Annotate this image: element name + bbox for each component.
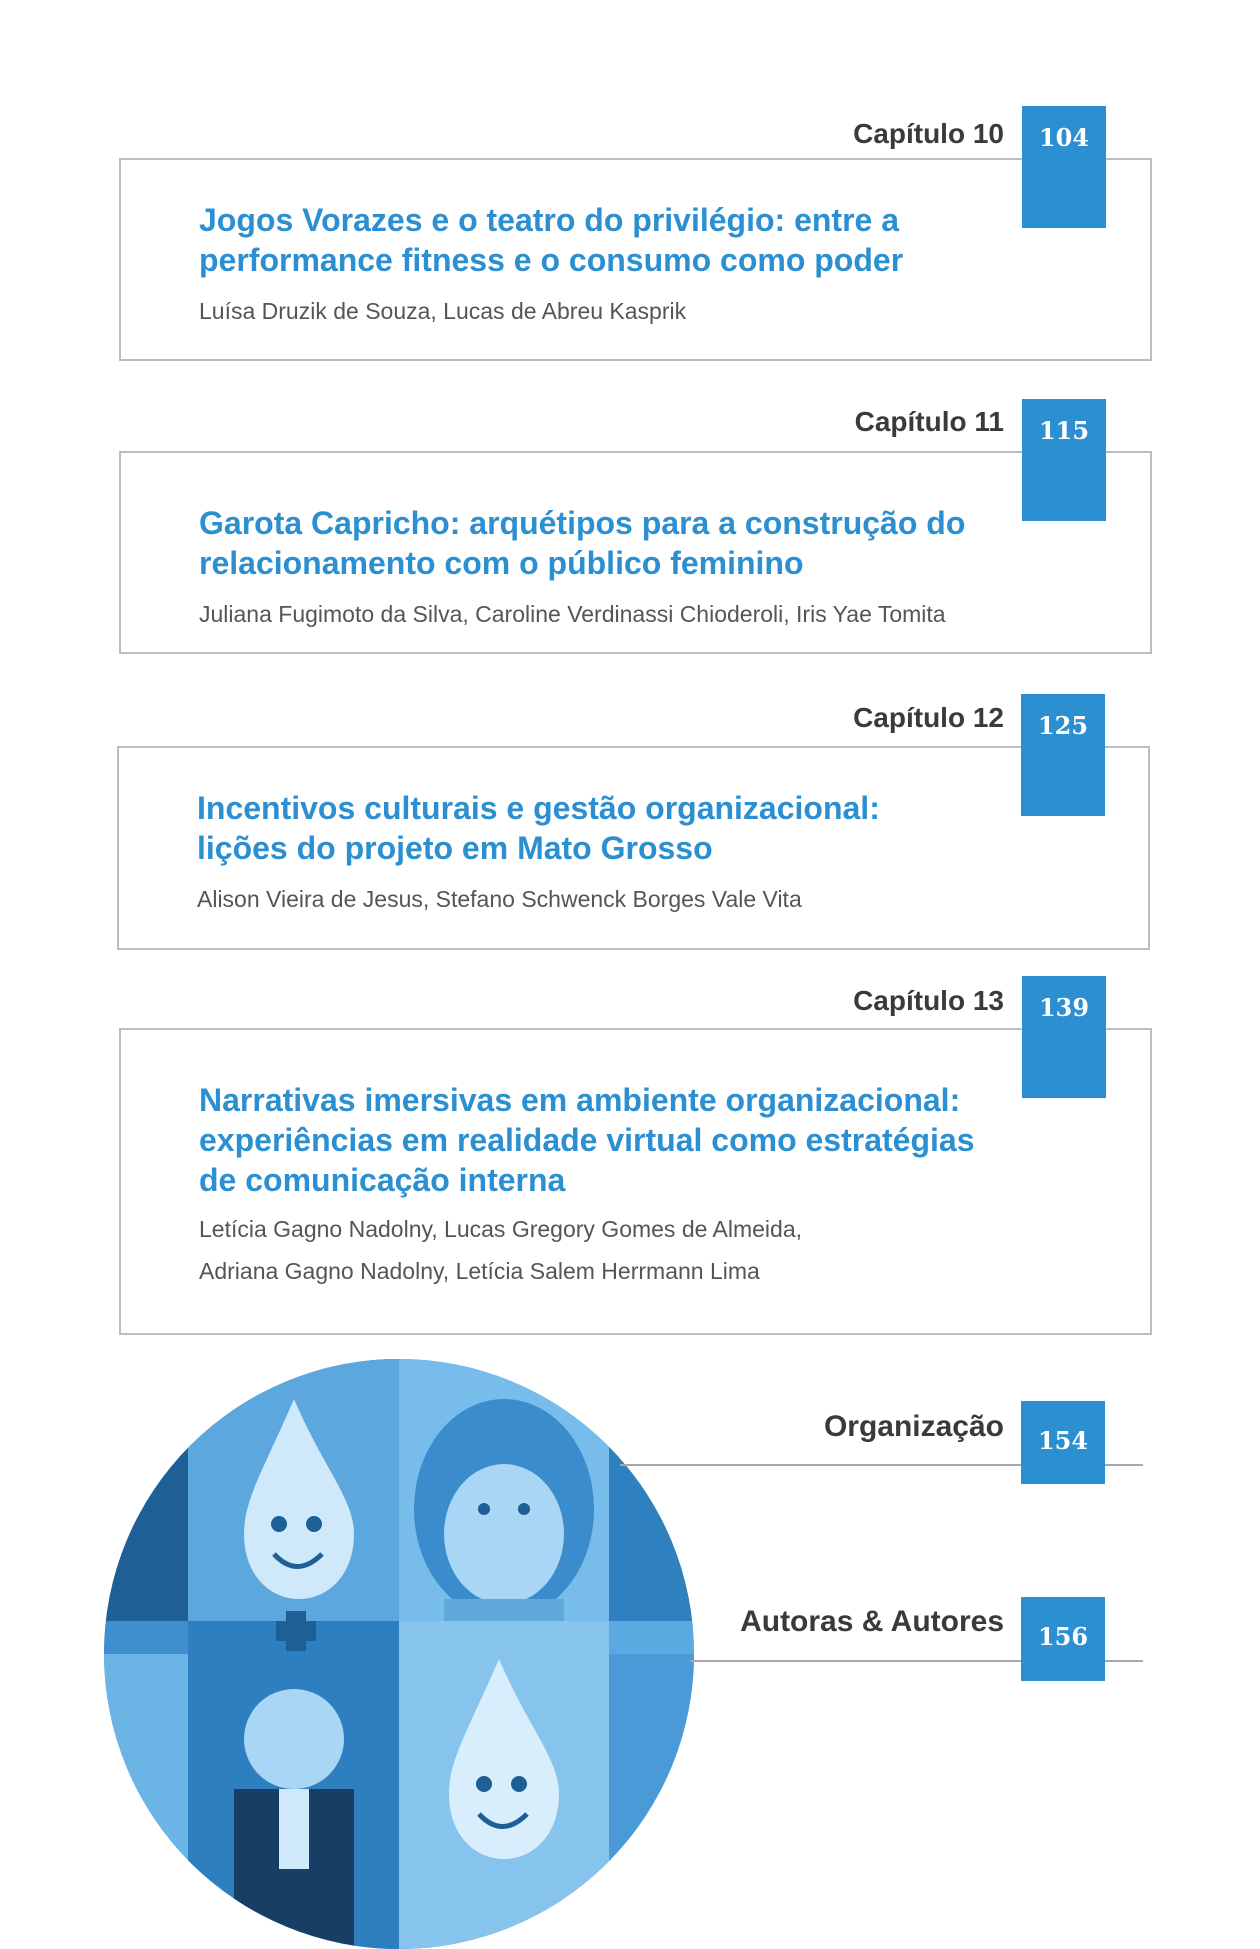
chapter-authors: Juliana Fugimoto da Silva, Caroline Verdinassi Chioderoli, Iris Yae Tomita [199,601,946,627]
chapter-label: Capítulo 10 [853,118,1004,149]
chapter-authors: Letícia Gagno Nadolny, Lucas Gregory Gomes de Almeida, Adriana Gagno Nadolny, Letícia Salem Herrmann Lima [199,1216,803,1284]
collage-illustration [104,1359,694,1949]
photo-collage-image [104,1359,694,1949]
chapter-box [119,1028,1152,1335]
page-number-tab[interactable]: 154 [1021,1401,1105,1484]
chapter-title[interactable]: Jogos Vorazes e o teatro do privilégio: entre a performance fitness e o consumo como poder [199,202,904,278]
chapter-label: Capítulo 12 [853,702,1004,733]
chapter-box [119,451,1152,654]
end-section-label: Organização [823,1410,1004,1443]
end-section-label: Autoras & Autores [740,1605,1004,1638]
chapter-title[interactable]: Narrativas imersivas em ambiente organizacional: experiências em realidade virtual como estratégias de comunicação interna [199,1082,975,1198]
chapter-box [117,746,1150,950]
chapter-authors: Alison Vieira de Jesus, Stefano Schwenck Borges Vale Vita [197,886,802,912]
chapter-title[interactable]: Garota Capricho: arquétipos para a construção do relacionamento com o público feminino [199,505,966,581]
chapter-label: Capítulo 11 [854,406,1004,437]
page-number-tab[interactable]: 115 [1022,399,1106,521]
chapter-box [119,158,1152,361]
chapter-title[interactable]: Incentivos culturais e gestão organizacional: lições do projeto em Mato Grosso [197,790,880,866]
chapter-label: Capítulo 13 [853,985,1004,1016]
page-number-tab[interactable]: 156 [1021,1597,1105,1681]
page-number-tab[interactable]: 139 [1022,976,1106,1098]
page-number-tab[interactable]: 104 [1022,106,1106,228]
page-number-tab[interactable]: 125 [1021,694,1105,816]
chapter-authors: Luísa Druzik de Souza, Lucas de Abreu Kasprik [199,298,687,324]
